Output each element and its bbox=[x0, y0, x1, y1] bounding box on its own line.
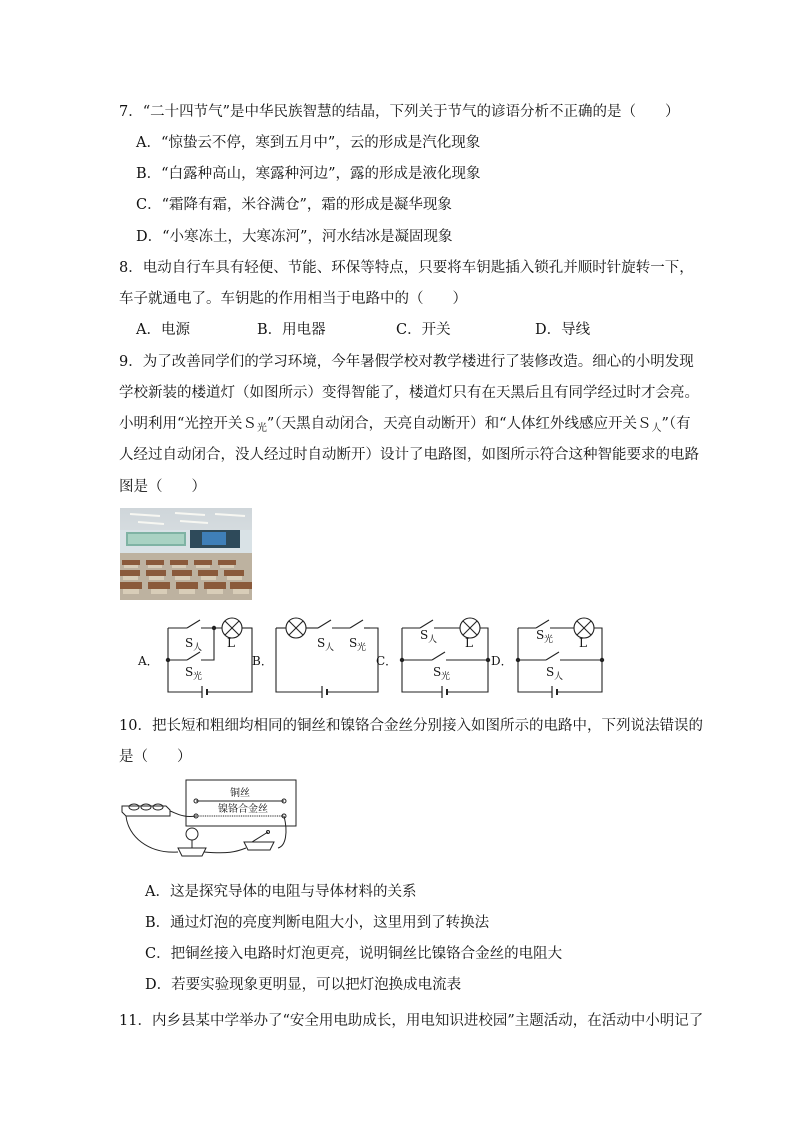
copper-wire-label: 铜丝 bbox=[230, 788, 250, 799]
q10-option-b: B．通过灯泡的亮度判断电阻大小，这里用到了转换法 bbox=[145, 915, 490, 931]
svg-text:S: S bbox=[185, 636, 194, 650]
q8-stem-line1: 8．电动自行车具有轻便、节能、环保等特点，只要将车钥匙插入锁孔并顺时针旋转一下， bbox=[119, 260, 694, 276]
q10-option-d: D．若要实验现象更明显，可以把灯泡换成电流表 bbox=[145, 977, 462, 993]
svg-text:人: 人 bbox=[193, 643, 203, 653]
q9-line2: 学校新装的楼道灯（如图所示）变得智能了，楼道灯只有在天黑后且有同学经过时才会亮。 bbox=[119, 385, 699, 401]
svg-text:S: S bbox=[349, 636, 358, 650]
svg-text:光: 光 bbox=[441, 672, 451, 682]
q7-stem: 7．“二十四节气”是中华民族智慧的结晶，下列关于节气的谚语分析不正确的是（ ） bbox=[119, 104, 680, 120]
q10-option-a: A．这是探究导体的电阻与导体材料的关系 bbox=[145, 884, 417, 900]
circuit-diagrams bbox=[130, 606, 610, 698]
q7-option-b: B．“白露种高山，寒露种河边”，露的形成是液化现象 bbox=[136, 166, 481, 182]
q7-option-d: D．“小寒冻土，大寒冻河”，河水结冰是凝固现象 bbox=[136, 229, 453, 245]
svg-text:光: 光 bbox=[544, 635, 554, 645]
q9-line1: 9．为了改善同学们的学习环境，今年暑假学校对教学楼进行了装修改造。细心的小明发现 bbox=[119, 354, 694, 370]
q9-sub-ren: 人 bbox=[651, 423, 662, 434]
svg-text:S: S bbox=[317, 636, 326, 650]
circuit-label-c: C． bbox=[376, 654, 398, 668]
circuit-label-d: D． bbox=[491, 654, 513, 668]
q9-line5: 图是（ ） bbox=[119, 479, 206, 495]
svg-text:L: L bbox=[227, 636, 235, 650]
svg-text:S: S bbox=[433, 665, 442, 679]
svg-text:S: S bbox=[185, 665, 194, 679]
svg-text:人: 人 bbox=[428, 635, 438, 645]
svg-text:人: 人 bbox=[325, 643, 335, 653]
q8-option-c: C．开关 bbox=[396, 322, 451, 338]
svg-text:光: 光 bbox=[357, 643, 367, 653]
q10-line1: 10．把长短和粗细均相同的铜丝和镍铬合金丝分别接入如图所示的电路中，下列说法错误的 bbox=[119, 718, 703, 734]
svg-text:S: S bbox=[420, 628, 429, 642]
q9-line3-part2: ”（天黑自动闭合，天亮自动断开）和“人体红外线感应开关Ｓ bbox=[266, 416, 652, 432]
q10-option-c: C．把铜丝接入电路时灯泡更亮，说明铜丝比镍铬合金丝的电阻大 bbox=[145, 946, 563, 962]
q7-option-c: C．“霜降有霜，米谷满仓”，霜的形成是凝华现象 bbox=[136, 197, 452, 213]
circuit-label-b: B． bbox=[252, 654, 273, 668]
q8-option-d: D．导线 bbox=[535, 322, 591, 338]
svg-text:人: 人 bbox=[554, 672, 564, 682]
q8-stem-line2: 车子就通电了。车钥匙的作用相当于电路中的（ ） bbox=[119, 291, 467, 307]
q8-option-a: A．电源 bbox=[136, 322, 190, 338]
classroom-photo bbox=[120, 508, 252, 600]
svg-text:L: L bbox=[465, 636, 473, 650]
q7-option-a: A．“惊蛰云不停，寒到五月中”，云的形成是汽化现象 bbox=[136, 135, 481, 151]
q9-line4: 人经过自动闭合，没人经过时自动断开）设计了电路图，如图所示符合这种智能要求的电路 bbox=[119, 447, 699, 463]
resistance-experiment-figure bbox=[118, 776, 298, 862]
q9-line3-part3: ”（有 bbox=[661, 416, 691, 432]
q11-line1: 11．内乡县某中学举办了“安全用电助成长，用电知识进校园”主题活动，在活动中小明记了 bbox=[119, 1013, 704, 1029]
q9-line3 bbox=[119, 414, 691, 439]
q8-option-b: B．用电器 bbox=[257, 322, 326, 338]
svg-text:L: L bbox=[579, 636, 587, 650]
svg-text:光: 光 bbox=[193, 672, 203, 682]
svg-text:S: S bbox=[536, 628, 545, 642]
q9-sub-guang: 光 bbox=[256, 423, 267, 434]
svg-text:S: S bbox=[546, 665, 555, 679]
nichrome-wire-label: 镍铬合金丝 bbox=[218, 804, 268, 815]
q10-line2: 是（ ） bbox=[119, 749, 192, 765]
circuit-label-a: A． bbox=[138, 654, 159, 668]
q9-line3-part1: 小明利用“光控开关Ｓ bbox=[119, 416, 257, 432]
